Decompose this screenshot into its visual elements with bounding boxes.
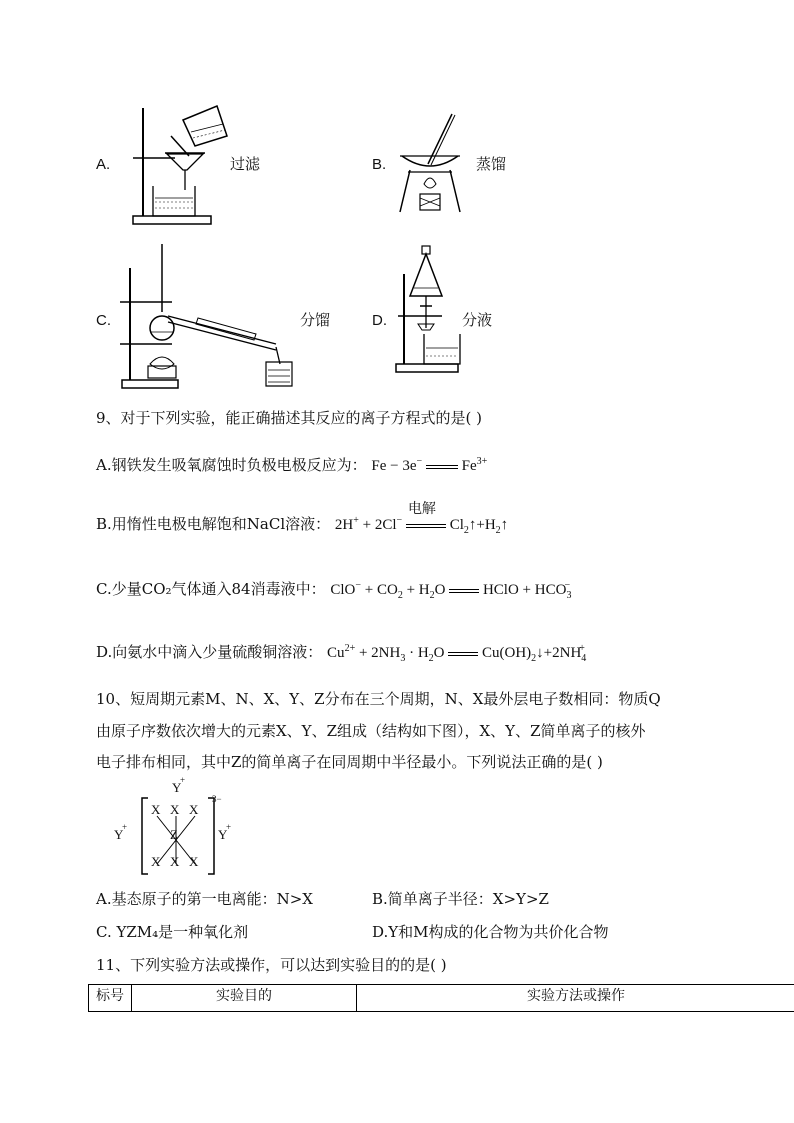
q9-option-b [96, 500, 509, 536]
q11-header-label: 标号 [89, 985, 132, 1011]
figure-d-letter: D. [372, 312, 387, 329]
electrolysis-condition: 电解 [407, 500, 436, 517]
q9-option-b-text: B.用惰性电极电解饱和NaCl溶液： [96, 515, 331, 533]
q9-option-c-equation: $ClO^- + CO_2 + H_2O$ HClO + $HCO_3^-$ [330, 580, 572, 601]
q10-struct-cation-top: Y [172, 780, 182, 795]
q9-option-a-equation: Fe − 3e− $Fe^{3+}$ [371, 456, 488, 474]
q10-struct-anion-charge: 3− [212, 794, 222, 804]
q10-struct-cation-left: Y [114, 827, 124, 842]
figure-a-label: 过滤 [230, 155, 261, 173]
figure-b-letter: B. [372, 156, 387, 173]
q10-struct-cation-right: Y [218, 827, 228, 842]
q11-stem: 11、下列实验方法或操作，可以达到实验目的的是( ) [96, 956, 447, 974]
figure-c-letter: C. [96, 312, 111, 329]
q10-stem-line2: 由原子序数依次增大的元素X、Y、Z组成（结构如下图），X、Y、Z简单离子的核外 [96, 722, 646, 740]
distillation-apparatus-figure [116, 240, 296, 392]
q10-option-d: D.Y和M构成的化合物为共价化合物 [372, 923, 609, 941]
q9-option-a [96, 456, 487, 475]
q11-table-header-row [88, 984, 794, 1012]
q10-stem-line3: 电子排布相同，其中Z的简单离子在同周期中半径最小。下列说法正确的是( ) [96, 753, 603, 771]
q9-option-d [96, 643, 585, 662]
q10-option-c: C. YZM₄是一种氧化剂 [96, 923, 249, 941]
q11-header-method: 实验方法或操作 [527, 988, 625, 1004]
q9-option-b-equation: 2H+ + 2Cl− 电解 $Cl_2↑+H_2↑$ [334, 500, 509, 536]
q10-struct-center: Z [170, 827, 178, 842]
q10-option-a: A.基态原子的第一电离能：N>X [96, 890, 313, 908]
figure-d-label: 分液 [462, 311, 493, 329]
q9-option-c-text: C.少量CO₂气体通入84消毒液中： [96, 580, 326, 598]
q11-header-purpose: 实验目的 [132, 985, 357, 1011]
q9-option-d-equation: $Cu^{2+} + 2NH_3 \cdot H_2O$ $Cu(OH)_2↓+2NH_4^+$ [327, 643, 587, 664]
evaporation-apparatus-figure [390, 112, 470, 220]
q9-option-a-text: A.钢铁发生吸氧腐蚀时负极电极反应为： [96, 456, 367, 474]
q9-option-c [96, 580, 570, 599]
separatory-funnel-figure [394, 240, 466, 374]
q9-option-d-text: D.向氨水中滴入少量硫酸铜溶液： [96, 643, 323, 661]
q10-stem-line1: 10、短周期元素M、N、X、Y、Z分布在三个周期，N、X最外层电子数相同：物质Q [96, 690, 661, 708]
q10-option-b: B.简单离子半径：X>Y>Z [372, 890, 549, 908]
figure-a-letter: A. [96, 156, 111, 173]
filtration-apparatus-figure [125, 98, 235, 228]
figure-c-label: 分馏 [300, 311, 331, 329]
q10-structure-diagram: Y + X X X Z X X X 3− Y + Y + [110, 782, 240, 878]
figure-b-label: 蒸馏 [476, 155, 507, 173]
q9-stem: 9、对于下列实验，能正确描述其反应的离子方程式的是( ) [96, 409, 483, 427]
